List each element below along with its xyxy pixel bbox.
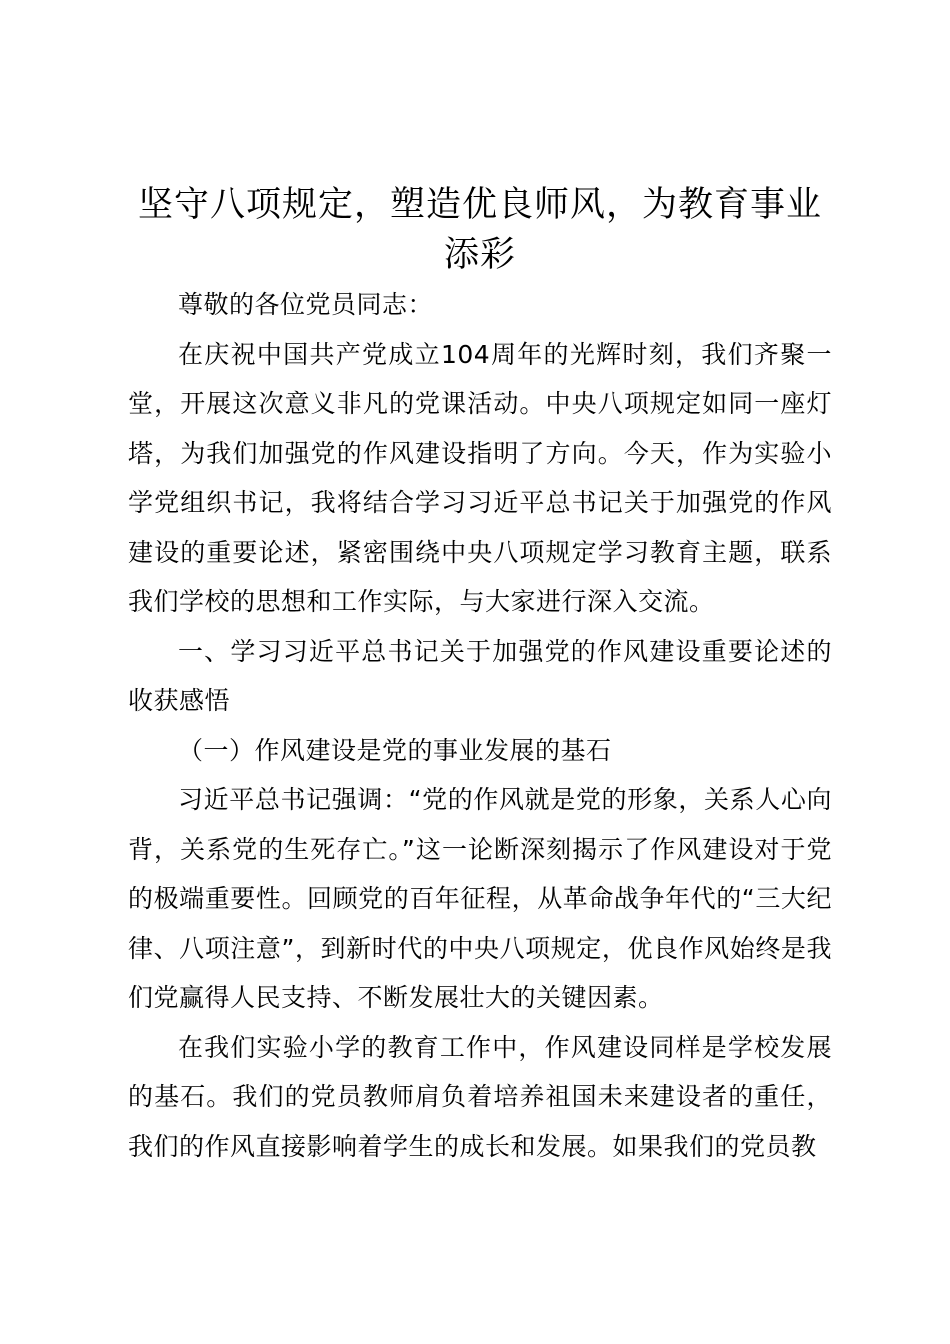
section-heading-1: 一、学习习近平总书记关于加强党的作风建设重要论述的收获感悟 xyxy=(128,636,832,715)
subsection-heading-1: （一）作风建设是党的事业发展的基石 xyxy=(178,735,612,765)
document-body xyxy=(128,280,832,1171)
paragraph-quote: 习近平总书记强调：“党的作风就是党的形象，关系人心向背，关系党的生死存亡。”这一论断深刻揭示了作风建设对于党的极端重要性。回顾党的百年征程，从革命战争年代的“三大纪律、八项注意”，到新时代的中央八项规定，优良作风始终是我们党赢得人民支持、不断发展壮大的关键因素。 xyxy=(128,785,832,1012)
document-title: 坚守八项规定，塑造优良师风，为教育事业添彩 xyxy=(137,185,822,275)
paragraph-intro: 在庆祝中国共产党成立104周年的光辉时刻，我们齐聚一堂，开展这次意义非凡的党课活动。中央八项规定如同一座灯塔，为我们加强党的作风建设指明了方向。今天，作为实验小学党组织书记，我将结合学习习近平总书记关于加强党的作风建设的重要论述，紧密围绕中央八项规定学习教育主题，联系我们学校的思想和工作实际，与大家进行深入交流。 xyxy=(128,339,832,616)
paragraph-school: 在我们实验小学的教育工作中，作风建设同样是学校发展的基石。我们的党员教师肩负着培养祖国未来建设者的重任，我们的作风直接影响着学生的成长和发展。如果我们的党员教 xyxy=(128,1032,832,1161)
greeting: 尊敬的各位党员同志： xyxy=(178,290,434,319)
